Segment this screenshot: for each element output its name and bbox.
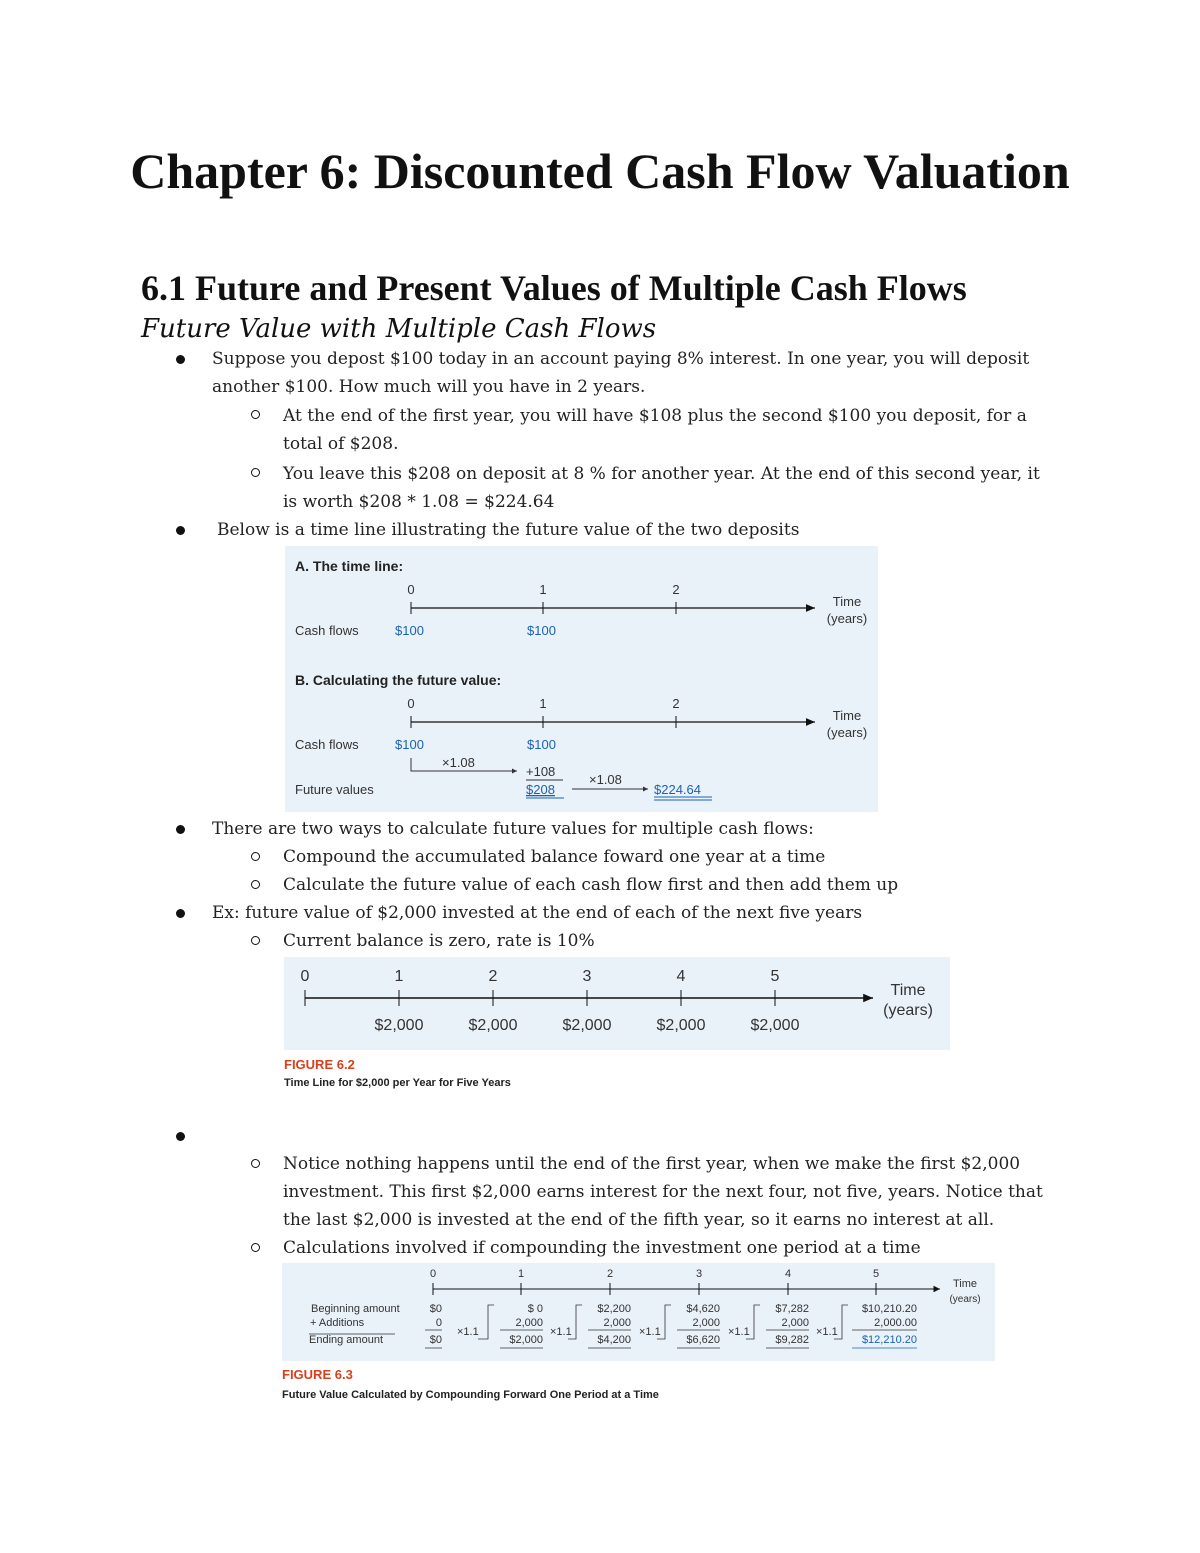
tick-label: 3 [582,968,592,985]
time-label: Time [952,1278,978,1290]
multiplier-label: ×1.1 [639,1326,661,1338]
beginning-amount: $7,282 [775,1303,809,1315]
sub-bullet-circle [251,1243,260,1252]
cash-flow: $2,000 [750,1017,800,1034]
tick-label: 1 [539,582,547,597]
multiplier-label: ×1.1 [728,1326,750,1338]
tick-label: 4 [676,968,686,985]
paragraph-line: You leave this $208 on deposit at 8 % for another year. At the end of this second year, it [283,464,1040,484]
timeline-svg [284,957,950,1050]
paragraph-line: Calculations involved if compounding the investment one period at a time [283,1238,921,1258]
final-future-value: $224.64 [654,782,701,797]
paragraph-line: investment. This first $2,000 earns interest for the next four, not five, years. Notice that [283,1182,1043,1202]
interest-addition: +108 [526,764,556,779]
bullet-dot [176,825,185,834]
row-label-ending: Ending amount [309,1334,383,1346]
part-a-label: A. The time line: [295,558,404,574]
row-label-additions: + Additions [310,1317,365,1329]
time-label: Time [832,708,862,723]
years-label: (years) [949,1294,981,1305]
paragraph-line: Current balance is zero, rate is 10% [283,931,595,951]
sub-bullet-circle [251,468,260,477]
time-label: Time [890,982,926,999]
ending-amount: $9,282 [775,1334,809,1346]
paragraph-line: Calculate the future value of each cash flow first and then add them up [283,875,899,895]
addition-amount: 2,000 [692,1317,720,1329]
beginning-amount: $ 0 [527,1303,543,1315]
figure-6-2-caption-text: Time Line for $2,000 per Year for Five Years [284,1077,511,1089]
sub-bullet-circle [251,1159,260,1168]
bullet-dot [176,355,185,364]
addition-amount: 2,000 [515,1317,543,1329]
growth-bracket [478,1305,494,1339]
years-label: (years) [883,1002,933,1019]
chapter-title: Chapter 6: Discounted Cash Flow Valuation [130,143,1070,199]
paragraph-line: Ex: future value of $2,000 invested at the end of each of the next five years [212,903,863,923]
beginning-amount: $0 [429,1303,442,1315]
cash-flow: $2,000 [468,1017,518,1034]
figure-6-3-compounding-table [282,1263,995,1361]
cash-flow-1: $100 [527,737,556,752]
paragraph-line: Suppose you depost $100 today in an account paying 8% interest. In one year, you will deposit [212,349,1030,369]
cash-flow: $2,000 [656,1017,706,1034]
ending-amount: $0 [429,1334,442,1346]
tick-label: 5 [770,968,780,985]
sub-bullet-circle [251,410,260,419]
cash-flow: $2,000 [374,1017,424,1034]
sub-bullet-circle [251,936,260,945]
tick-label: 0 [407,696,415,711]
future-values-label: Future values [295,782,374,797]
tick-label: 4 [784,1268,792,1280]
cash-flow: $2,000 [562,1017,612,1034]
ending-amount: $6,620 [686,1334,720,1346]
paragraph-line: another $100. How much will you have in 2 years. [212,377,646,397]
subtotal-value: $208 [526,782,555,797]
cash-flow-0: $100 [395,737,424,752]
tick-label: 1 [517,1268,525,1280]
final-ending-amount: $12,210.20 [861,1334,917,1346]
sub-bullet-circle [251,880,260,889]
paragraph-line: the last $2,000 is invested at the end of the fifth year, so it earns no interest at all. [283,1210,995,1230]
subsection-heading: Future Value with Multiple Cash Flows [141,314,657,344]
tick-label: 1 [539,696,547,711]
sub-bullet-circle [251,852,260,861]
beginning-amount: $4,620 [686,1303,720,1315]
multiplier-label: ×1.08 [589,772,622,787]
addition-amount: 2,000 [781,1317,809,1329]
tick-label: 3 [695,1268,703,1280]
row-label-beginning: Beginning amount [311,1303,400,1315]
tick-label: 5 [872,1268,880,1280]
tick-label: 1 [394,968,404,985]
addition-amount: 2,000.00 [874,1317,917,1329]
time-label: Time [832,594,862,609]
multiplier-label: ×1.08 [442,755,475,770]
ending-amount: $4,200 [597,1334,631,1346]
multiplier-label: ×1.1 [457,1326,479,1338]
paragraph-line: is worth $208 * 1.08 = $224.64 [283,492,555,512]
cash-flows-label: Cash flows [295,737,359,752]
figure-6-2-caption-title: FIGURE 6.2 [284,1057,355,1072]
tick-label: 2 [488,968,498,985]
bullet-dot [176,909,185,918]
ending-amount: $2,000 [509,1334,543,1346]
addition-amount: 0 [435,1317,442,1329]
figure-6-3-caption-text: Future Value Calculated by Compounding Forward One Period at a Time [282,1389,659,1401]
figure-timeline-two-deposits [285,546,878,812]
compounding-svg [282,1263,995,1361]
paragraph-line: At the end of the first year, you will have $108 plus the second $100 you deposit, for a [283,406,1027,426]
tick-label: 0 [407,582,415,597]
tick-label: 0 [300,968,310,985]
years-label: (years) [826,611,868,626]
addition-amount: 2,000 [603,1317,631,1329]
tick-label: 2 [606,1268,614,1280]
multiplier-label: ×1.1 [550,1326,572,1338]
figure-6-2-timeline [284,957,950,1050]
tick-label: 2 [672,696,680,711]
paragraph-line: Compound the accumulated balance foward one year at a time [283,847,826,867]
bullet-dot [176,1132,185,1141]
part-b-label: B. Calculating the future value: [295,672,502,688]
beginning-amount: $10,210.20 [861,1303,917,1315]
paragraph-line: There are two ways to calculate future values for multiple cash flows: [212,819,814,839]
section-heading: 6.1 Future and Present Values of Multiple Cash Flows [141,268,967,308]
bullet-dot [176,526,185,535]
paragraph-line: total of $208. [283,434,399,454]
figure-6-3-caption-title: FIGURE 6.3 [282,1367,353,1382]
paragraph-line: Notice nothing happens until the end of the first year, when we make the first $2,000 [283,1154,1021,1174]
paragraph-line: Below is a time line illustrating the future value of the two deposits [217,520,800,540]
cash-flow-0: $100 [395,623,424,638]
cash-flows-label: Cash flows [295,623,359,638]
multiplier-label: ×1.1 [816,1326,838,1338]
years-label: (years) [826,725,868,740]
cash-flow-1: $100 [527,623,556,638]
tick-label: 0 [429,1268,437,1280]
beginning-amount: $2,200 [597,1303,631,1315]
tick-label: 2 [672,582,680,597]
timeline-svg [285,546,878,812]
